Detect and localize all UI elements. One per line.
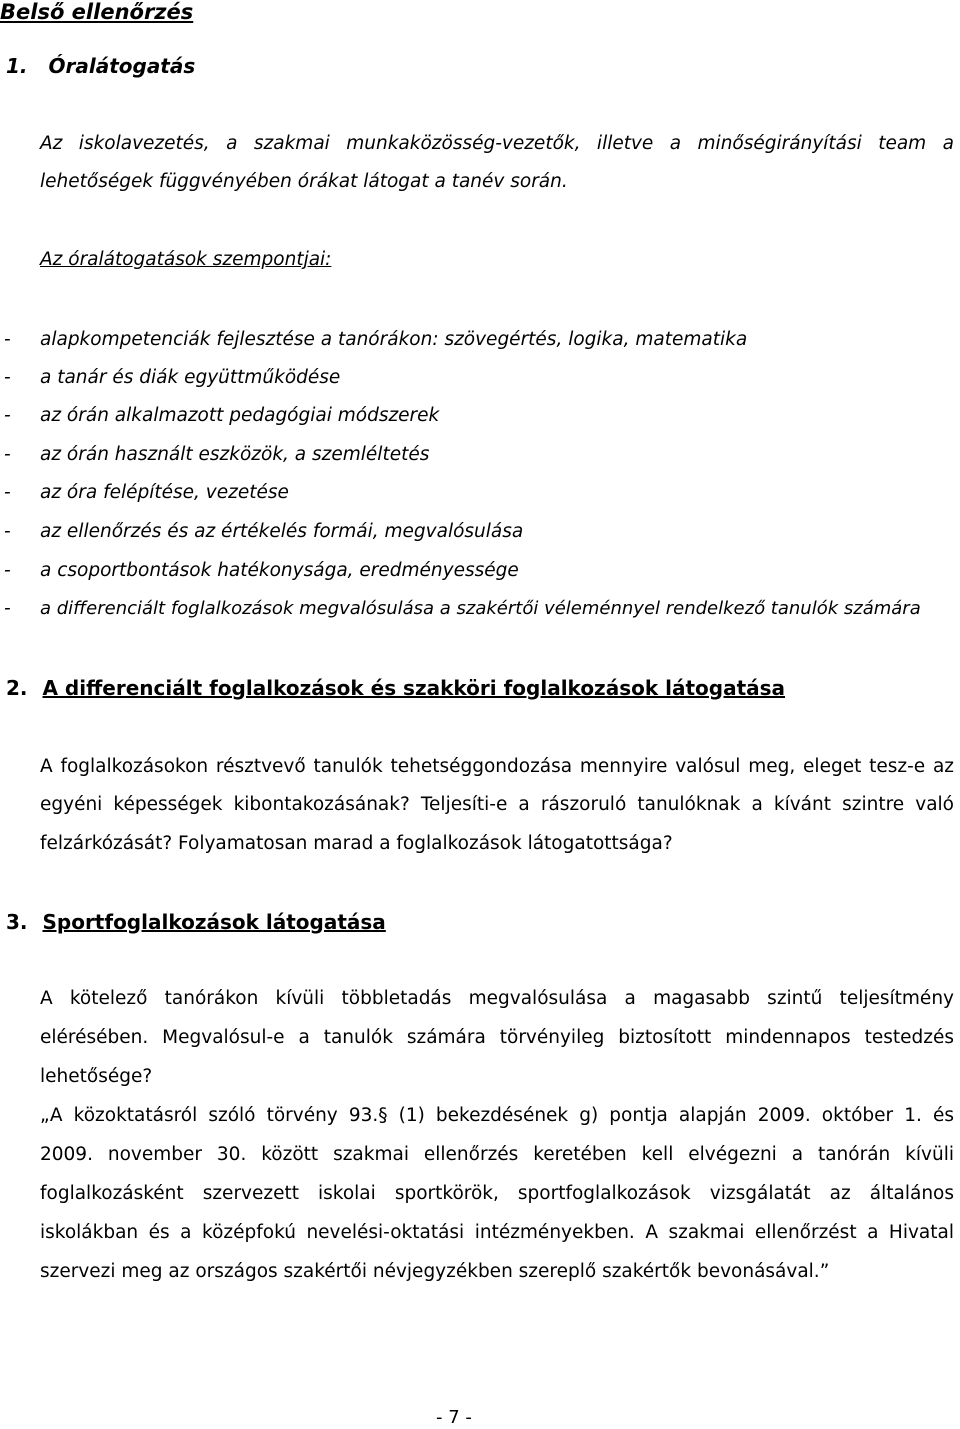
page-number: - 7 - [436,1407,472,1428]
list-item-text: az órán használt eszközök, a szemléltetés [40,444,430,465]
section-1-heading [6,54,195,78]
section-2-heading [6,676,785,700]
list-item-text: az órán alkalmazott pedagógiai módszerek [40,405,440,426]
list-item-text: alapkompetenciák fejlesztése a tanórákon: szövegértés, logika, matematika [40,329,748,350]
section-1-title: Óralátogatás [48,54,196,78]
section-2-paragraph-line: A foglalkozásokon résztvevő tanulók tehetséggondozása mennyire valósul meg, eleget tesz-e az [40,756,954,777]
quote-line: 2009. november 30. között szakmai ellenőrzés keretében kell elvégezni a tanórán kívüli [40,1144,954,1165]
section-3-paragraph-line: A kötelező tanórákon kívüli többletadás megvalósulása a magasabb szintű teljesítmény [40,988,954,1009]
list-item-text: az ellenőrzés és az értékelés formái, megvalósulása [40,521,524,542]
section-1-number: 1. [6,54,28,78]
quote-line: „A közoktatásról szóló törvény 93.§ (1) bekezdésének g) pontja alapján 2009. október 1. és [40,1105,954,1126]
quote-line: szervezi meg az országos szakértői névjegyzékben szereplő szakértők bevonásával.” [40,1261,830,1282]
section-3-title: Sportfoglalkozások látogatása [42,910,386,934]
section-2-paragraph-line: egyéni képességek kibontakozásának? Teljesíti-e a rászoruló tanulóknak a kívánt szintre való [40,794,954,815]
section-2-paragraph-line: felzárkózását? Folyamatosan marad a foglalkozások látogatottsága? [40,833,673,854]
list-item-text: a differenciált foglalkozások megvalósulása a szakértői véleménnyel rendelkező tanulók számára [40,598,921,619]
section-2-title: A differenciált foglalkozások és szakköri foglalkozások látogatása [42,676,786,700]
list-item-text: a tanár és diák együttműködése [40,367,341,388]
section-3-paragraph-line: lehetősége? [40,1066,153,1087]
section-3-number: 3. [6,910,28,934]
section-2-number: 2. [6,676,28,700]
section-3-paragraph-line: elérésében. Megvalósul-e a tanulók számára törvényileg biztosított mindennapos testedzés [40,1027,954,1048]
quote-line: iskolákban és a középfokú nevelési-oktatási intézményekben. A szakmai ellenőrzést a Hivatal [40,1222,954,1243]
list-dash: - [4,482,11,503]
section-1-paragraph-line: lehetőségek függvényében órákat látogat a tanév során. [40,171,568,192]
section-1-paragraph-line: Az iskolavezetés, a szakmai munkaközösség-vezetők, illetve a minőségirányítási team a [40,133,954,154]
document-header-title: Belső ellenőrzés [0,0,194,24]
list-item-text: az óra felépítése, vezetése [40,482,289,503]
list-dash: - [4,405,11,426]
section-3-heading [6,910,386,934]
quote-line: foglalkozásként szervezett iskolai sportkörök, sportfoglalkozások vizsgálatát az általános [40,1183,954,1204]
list-item-text: a csoportbontások hatékonysága, eredményessége [40,560,519,581]
list-dash: - [4,598,11,619]
list-dash: - [4,560,11,581]
list-dash: - [4,367,11,388]
criteria-heading: Az óralátogatások szempontjai: [40,249,332,270]
list-dash: - [4,521,11,542]
list-dash: - [4,444,11,465]
list-dash: - [4,329,11,350]
